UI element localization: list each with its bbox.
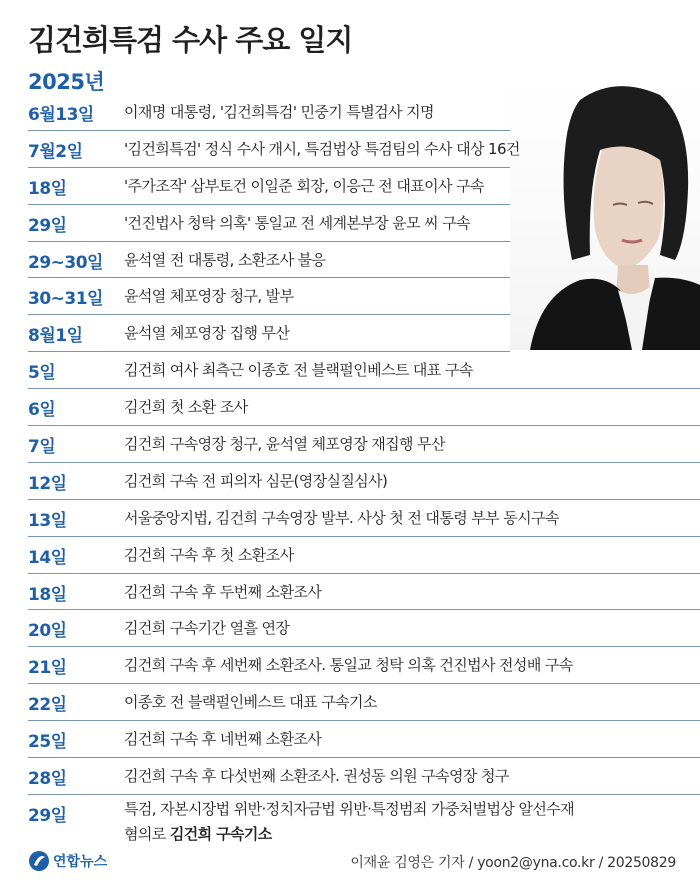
timeline-description <box>124 797 684 847</box>
timeline-row <box>28 168 510 205</box>
year-label: 2025년 <box>28 70 105 94</box>
timeline-row <box>28 610 700 647</box>
page-title: 김건희특검 수사 주요 일지 <box>28 23 353 57</box>
timeline-row <box>28 684 700 721</box>
logo-text: 연합뉴스 <box>53 854 108 870</box>
timeline-date: 18일 <box>28 178 67 199</box>
final-desc-highlight: 김건희 구속기소 <box>169 824 272 843</box>
timeline-row <box>28 647 700 684</box>
timeline-description: 김건희 구속 후 첫 소환조사 <box>124 545 294 564</box>
timeline-date: 29일 <box>28 805 67 826</box>
timeline-date: 6일 <box>28 400 56 421</box>
timeline-date: 6월13일 <box>28 105 94 125</box>
credit-line: 이재윤 김영은 기자 / yoon2@yna.co.kr / 20250829 <box>350 855 676 871</box>
timeline-description: 윤석열 체포영장 청구, 발부 <box>124 287 294 306</box>
timeline-row <box>28 242 510 279</box>
timeline-description: 이종호 전 블랙펄인베스트 대표 구속기소 <box>124 693 377 712</box>
timeline-row <box>28 721 700 758</box>
timeline-date: 30~31일 <box>28 289 103 310</box>
timeline-list <box>28 94 700 859</box>
yonhap-logo <box>28 850 107 872</box>
timeline-date: 29일 <box>28 215 67 236</box>
timeline-description: 김건희 첫 소환 조사 <box>124 398 248 417</box>
timeline-date: 12일 <box>28 473 67 494</box>
timeline-description: 윤석열 체포영장 집행 무산 <box>124 324 290 343</box>
timeline-row <box>28 278 510 315</box>
timeline-description: 윤석열 전 대통령, 소환조사 불응 <box>124 250 326 269</box>
timeline-row <box>28 758 700 795</box>
timeline-date: 7월2일 <box>28 141 83 162</box>
timeline-row <box>28 315 510 352</box>
timeline-description: 김건희 구속 전 피의자 심문(영장실질심사) <box>124 471 388 490</box>
timeline-date: 13일 <box>28 510 67 531</box>
timeline-description: 김건희 여사 최측근 이종호 전 블랙펄인베스트 대표 구속 <box>124 361 473 380</box>
timeline-date: 29~30일 <box>28 252 103 273</box>
timeline-row <box>28 352 700 389</box>
timeline-date: 22일 <box>28 695 67 716</box>
timeline-date: 21일 <box>28 658 67 679</box>
timeline-description: 서울중앙지법, 김건희 구속영장 발부. 사상 첫 전 대통령 부부 동시구속 <box>124 508 559 527</box>
timeline-description: 김건희 구속 후 다섯번째 소환조사. 권성동 의원 구속영장 청구 <box>124 767 509 786</box>
final-desc-line1: 특검, 자본시장법 위반·정치자금법 위반·특정범죄 가중처벌법상 알선수재 <box>124 799 575 818</box>
timeline-date: 25일 <box>28 732 67 753</box>
timeline-date: 7일 <box>28 437 56 458</box>
timeline-date: 28일 <box>28 769 67 790</box>
timeline-description: '김건희특검' 정식 수사 개시, 특검법상 특검팀의 수사 대상 16건 <box>124 139 520 158</box>
timeline-row <box>28 389 700 426</box>
timeline-description: '건진법사 청탁 의혹' 통일교 전 세계본부장 윤모 씨 구속 <box>124 213 470 232</box>
timeline-description: 김건희 구속 후 세번째 소환조사. 통일교 청탁 의혹 건진법사 전성배 구속 <box>124 656 573 675</box>
timeline-row <box>28 463 700 500</box>
timeline-row <box>28 131 520 168</box>
timeline-date: 20일 <box>28 621 67 642</box>
yonhap-logo-icon <box>28 850 50 872</box>
timeline-description: 김건희 구속영장 청구, 윤석열 체포영장 재집행 무산 <box>124 435 445 454</box>
timeline-date: 8월1일 <box>28 326 83 347</box>
timeline-row <box>28 537 700 574</box>
timeline-row <box>28 426 700 463</box>
final-desc-prefix: 혐의로 <box>124 824 170 843</box>
timeline-description: '주가조작' 삼부토건 이일준 회장, 이응근 전 대표이사 구속 <box>124 176 484 195</box>
timeline-row <box>28 574 700 611</box>
timeline-date: 14일 <box>28 547 67 568</box>
timeline-date: 5일 <box>28 363 56 384</box>
timeline-description: 김건희 구속 후 네번째 소환조사 <box>124 730 322 749</box>
timeline-date: 18일 <box>28 584 67 605</box>
timeline-row <box>28 205 510 242</box>
timeline-description: 김건희 구속기간 열흘 연장 <box>124 619 290 638</box>
timeline-description: 이재명 대통령, '김건희특검' 민중기 특별검사 지명 <box>124 103 434 121</box>
timeline-row-final <box>28 795 700 859</box>
timeline-row <box>28 500 700 537</box>
timeline-row <box>28 94 510 131</box>
timeline-description: 김건희 구속 후 두번째 소환조사 <box>124 582 322 601</box>
